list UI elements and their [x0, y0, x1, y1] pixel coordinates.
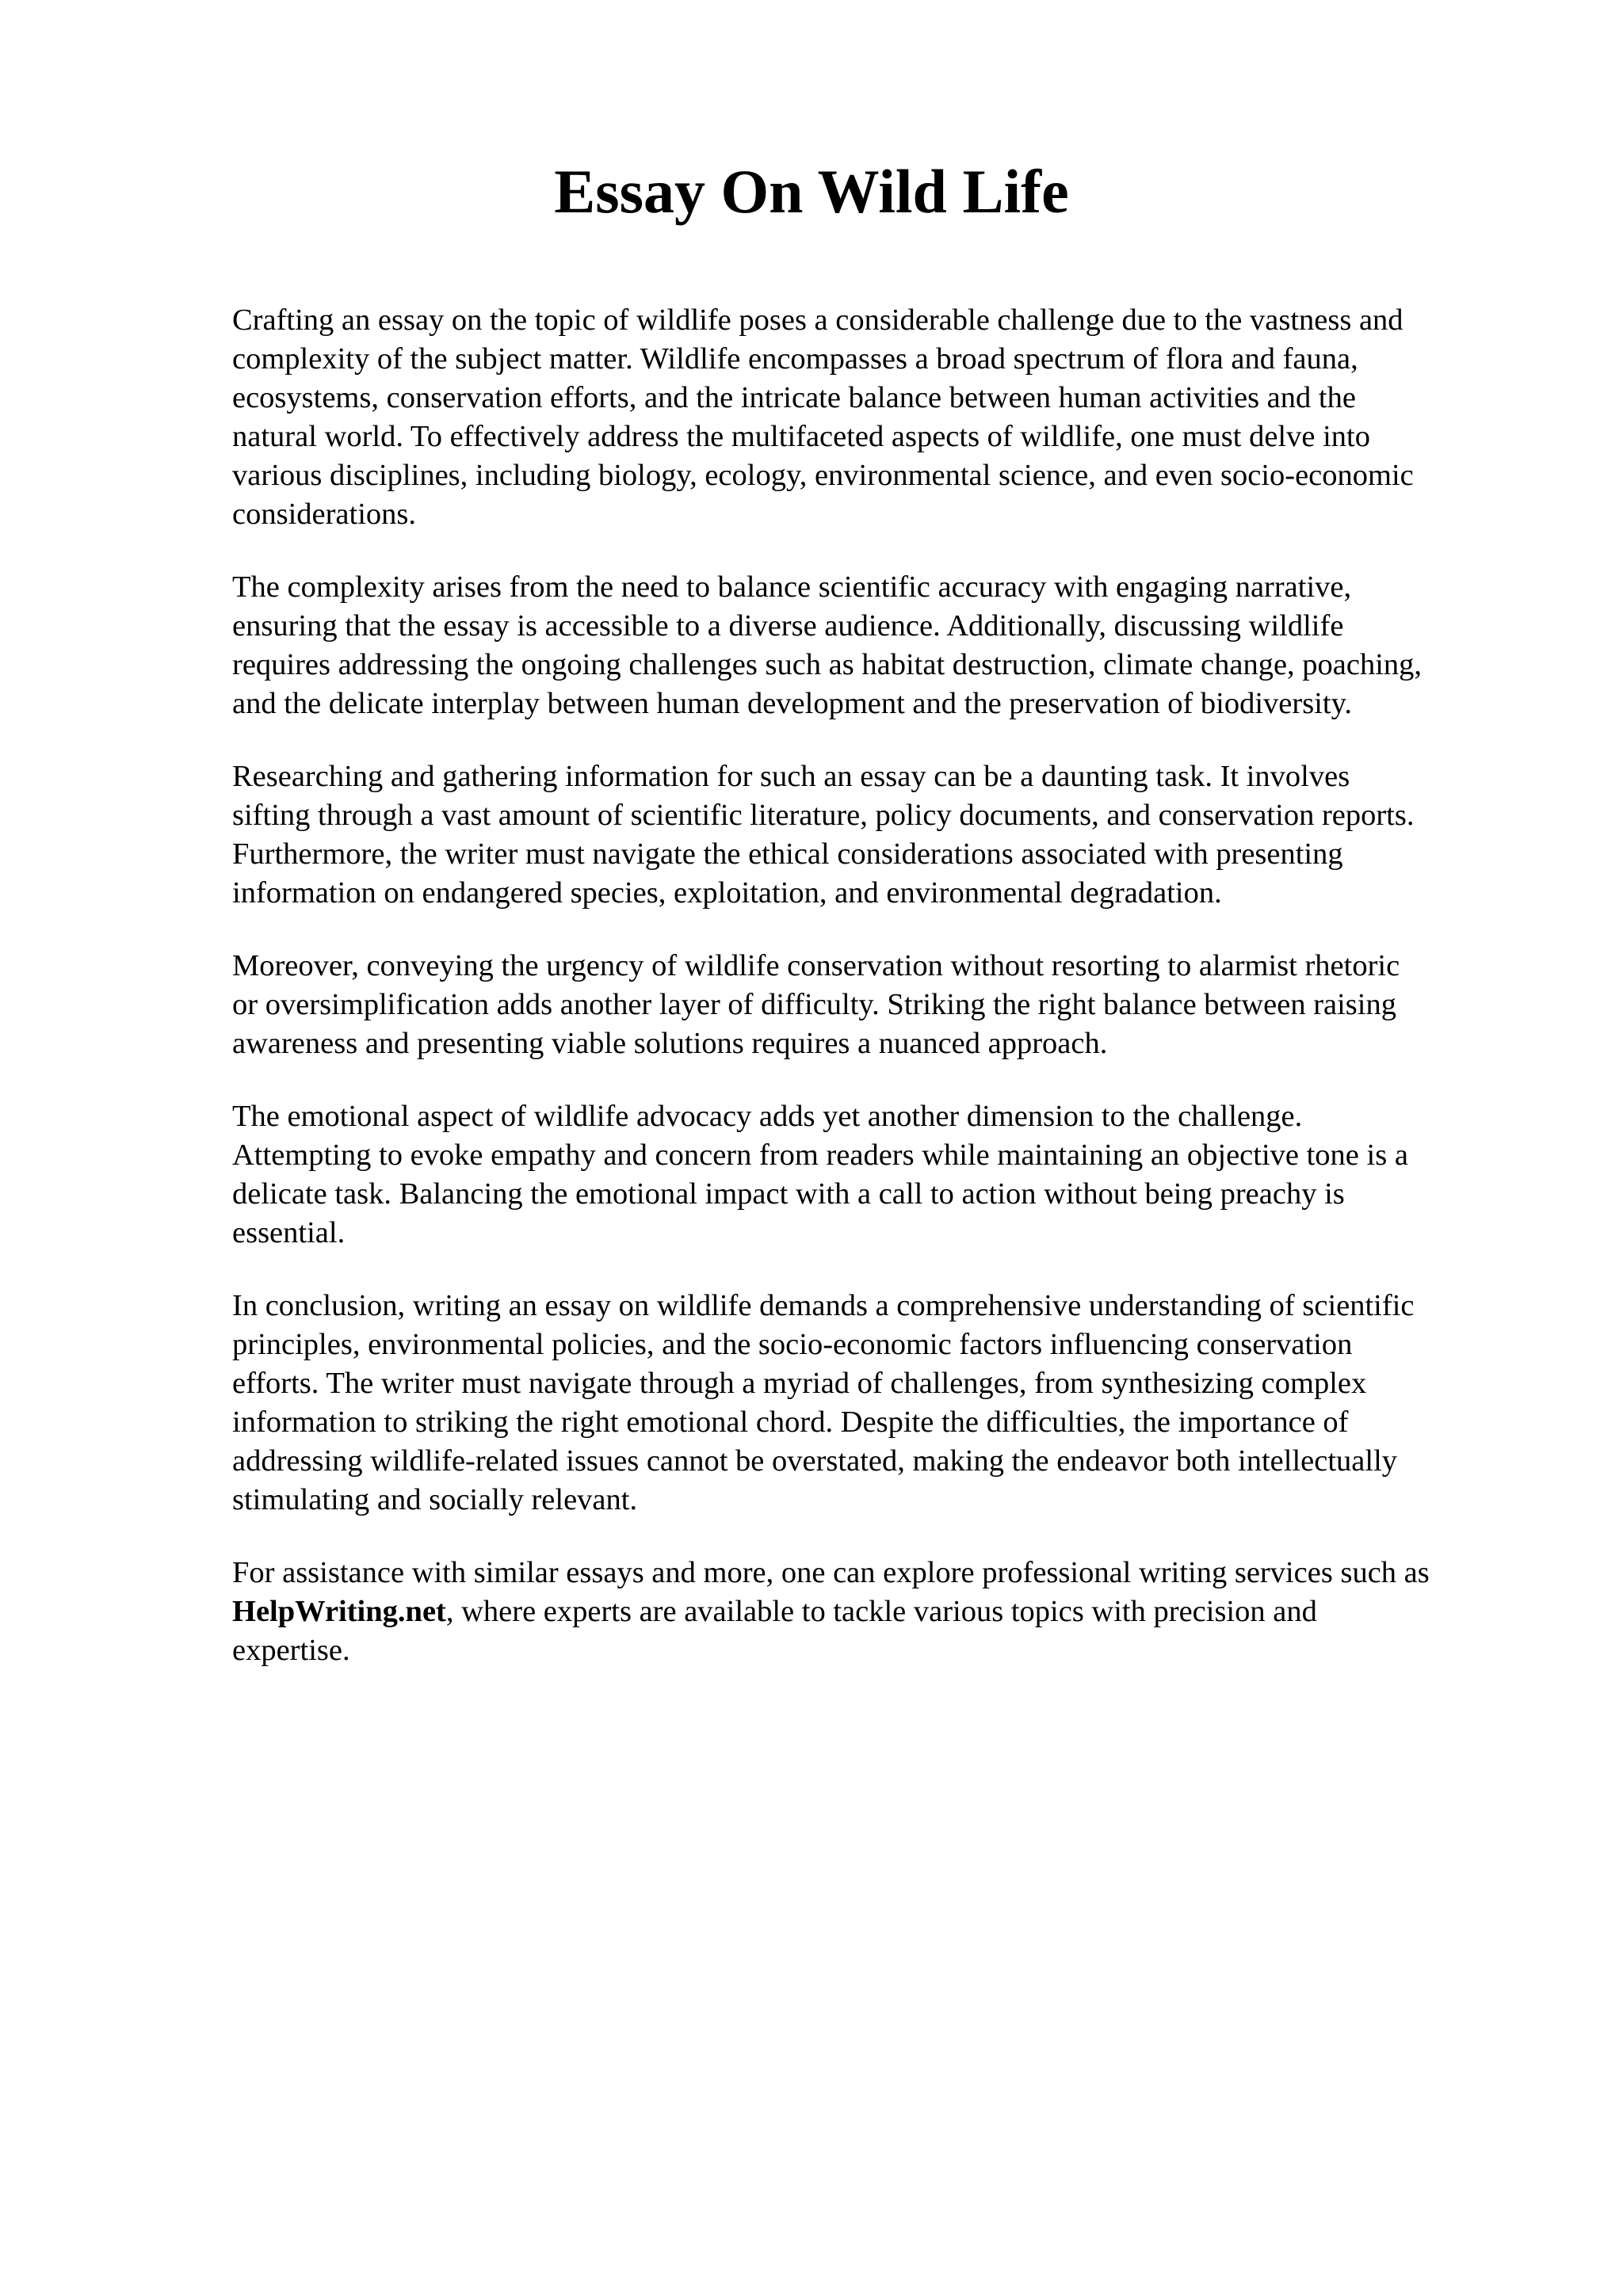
- paragraph-line: information on endangered species, exploitation, and environmental degradation.: [232, 876, 1222, 910]
- paragraph-1: [232, 301, 1532, 534]
- paragraph-line: Researching and gathering information for such an essay can be a daunting task. It involves: [232, 760, 1350, 793]
- paragraph-6: [232, 1287, 1532, 1520]
- paragraph-line: requires addressing the ongoing challenges such as habitat destruction, climate change, poaching,: [232, 648, 1423, 681]
- paragraph-4: [232, 947, 1532, 1063]
- paragraph-line: complexity of the subject matter. Wildlife encompasses a broad spectrum of flora and fauna,: [232, 342, 1358, 376]
- page-title: Essay On Wild Life: [554, 157, 1069, 226]
- paragraph-line: Crafting an essay on the topic of wildlife poses a considerable challenge due to the vastness and: [232, 303, 1403, 337]
- paragraph-line: Attempting to evoke empathy and concern from readers while maintaining an objective tone is a: [232, 1138, 1408, 1172]
- paragraph-line: ecosystems, conservation efforts, and the intricate balance between human activities and the: [232, 381, 1356, 414]
- closing-paragraph: [232, 1554, 1532, 1670]
- paragraph-line: various disciplines, including biology, ecology, environmental science, and even socio-economic: [232, 459, 1414, 492]
- paragraph-line: expertise.: [232, 1634, 350, 1667]
- helpwriting-link[interactable]: HelpWriting.net: [232, 1595, 446, 1628]
- paragraph-line: essential.: [232, 1216, 346, 1249]
- paragraph-line: efforts. The writer must navigate through a myriad of challenges, from synthesizing complex: [232, 1367, 1367, 1400]
- paragraph-line: considerations.: [232, 498, 417, 531]
- paragraph-line: principles, environmental policies, and the socio-economic factors influencing conservation: [232, 1328, 1353, 1361]
- paragraph-line: Furthermore, the writer must navigate the ethical considerations associated with presenting: [232, 837, 1343, 871]
- paragraph-3: [232, 757, 1532, 913]
- paragraph-line: In conclusion, writing an essay on wildlife demands a comprehensive understanding of scientific: [232, 1289, 1415, 1322]
- paragraph-line: The complexity arises from the need to balance scientific accuracy with engaging narrative,: [232, 570, 1352, 604]
- paragraph-2: [232, 568, 1532, 723]
- paragraph-line: sifting through a vast amount of scientific literature, policy documents, and conservation reports.: [232, 799, 1415, 832]
- paragraph-line: For assistance with similar essays and more, one can explore professional writing services such as: [232, 1556, 1430, 1589]
- paragraph-line: information to striking the right emotional chord. Despite the difficulties, the importance of: [232, 1405, 1349, 1439]
- paragraph-line: stimulating and socially relevant.: [232, 1483, 638, 1516]
- paragraph-line: awareness and presenting viable solutions requires a nuanced approach.: [232, 1027, 1108, 1060]
- paragraph-line: natural world. To effectively address the multifaceted aspects of wildlife, one must delve into: [232, 420, 1370, 453]
- paragraph-line: The emotional aspect of wildlife advocacy adds yet another dimension to the challenge.: [232, 1100, 1303, 1133]
- essay-body: [232, 301, 1532, 1704]
- paragraph-line: and the delicate interplay between human development and the preservation of biodiversity.: [232, 687, 1352, 720]
- paragraph-line: delicate task. Balancing the emotional impact with a call to action without being preachy is: [232, 1177, 1345, 1211]
- closing-line-rest: , where experts are available to tackle various topics with precision and: [445, 1595, 1317, 1628]
- paragraph-5: [232, 1097, 1532, 1253]
- paragraph-line: addressing wildlife-related issues cannot be overstated, making the endeavor both intellectually: [232, 1444, 1398, 1478]
- paragraph-line: or oversimplification adds another layer of difficulty. Striking the right balance between raising: [232, 988, 1396, 1021]
- paragraph-line: ensuring that the essay is accessible to a diverse audience. Additionally, discussing wildlife: [232, 609, 1344, 643]
- paragraph-line: Moreover, conveying the urgency of wildlife conservation without resorting to alarmist rhetoric: [232, 949, 1400, 982]
- paragraph-line: [232, 1592, 1532, 1631]
